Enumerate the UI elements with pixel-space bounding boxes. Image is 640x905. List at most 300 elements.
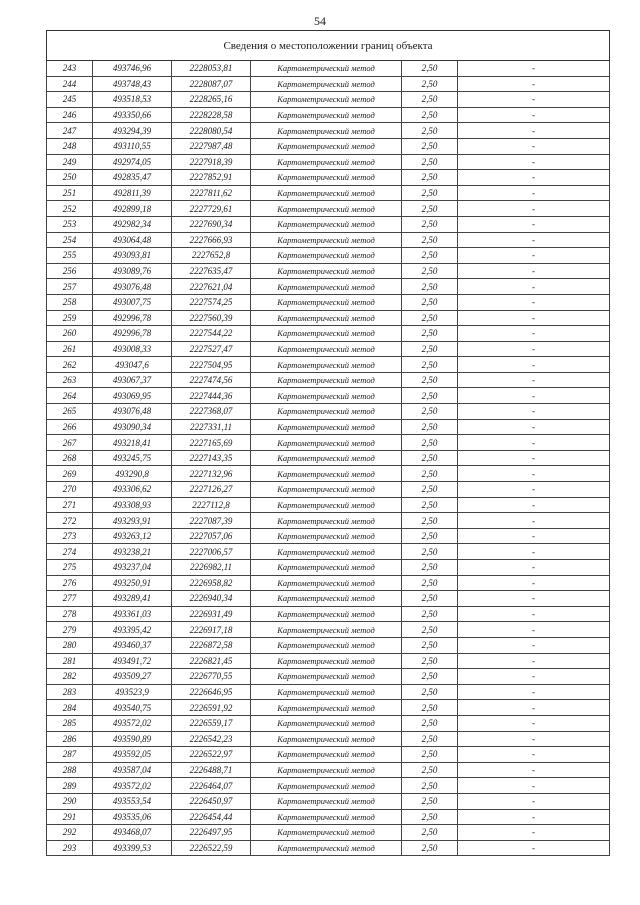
method-cell: Картометрический метод — [251, 185, 402, 201]
point-number-cell: 269 — [47, 466, 93, 482]
note-cell: - — [458, 372, 610, 388]
x-coordinate-cell: 493008,33 — [93, 341, 172, 357]
accuracy-cell: 2,50 — [402, 388, 458, 404]
note-cell: - — [458, 216, 610, 232]
table-row — [47, 840, 610, 856]
point-number-cell: 291 — [47, 809, 93, 825]
x-coordinate-cell: 493509,27 — [93, 669, 172, 685]
accuracy-cell: 2,50 — [402, 482, 458, 498]
point-number-cell: 268 — [47, 450, 93, 466]
point-number-cell: 264 — [47, 388, 93, 404]
accuracy-cell: 2,50 — [402, 216, 458, 232]
accuracy-cell: 2,50 — [402, 653, 458, 669]
y-coordinate-cell: 2227474,56 — [172, 372, 251, 388]
y-coordinate-cell: 2226931,49 — [172, 606, 251, 622]
point-number-cell: 252 — [47, 201, 93, 217]
point-number-cell: 255 — [47, 248, 93, 264]
method-cell: Картометрический метод — [251, 825, 402, 841]
y-coordinate-cell: 2227811,62 — [172, 185, 251, 201]
y-coordinate-cell: 2227112,8 — [172, 497, 251, 513]
accuracy-cell: 2,50 — [402, 123, 458, 139]
point-number-cell: 285 — [47, 715, 93, 731]
method-cell: Картометрический метод — [251, 809, 402, 825]
point-number-cell: 245 — [47, 92, 93, 108]
x-coordinate-cell: 493069,95 — [93, 388, 172, 404]
point-number-cell: 244 — [47, 76, 93, 92]
note-cell: - — [458, 606, 610, 622]
note-cell: - — [458, 544, 610, 560]
x-coordinate-cell: 492899,18 — [93, 201, 172, 217]
y-coordinate-cell: 2227368,07 — [172, 404, 251, 420]
x-coordinate-cell: 493572,02 — [93, 715, 172, 731]
x-coordinate-cell: 493746,96 — [93, 61, 172, 77]
table-row — [47, 107, 610, 123]
note-cell: - — [458, 404, 610, 420]
note-cell: - — [458, 840, 610, 856]
table-row — [47, 372, 610, 388]
table-body — [47, 61, 610, 856]
accuracy-cell: 2,50 — [402, 622, 458, 638]
note-cell: - — [458, 294, 610, 310]
method-cell: Картометрический метод — [251, 684, 402, 700]
y-coordinate-cell: 2227652,8 — [172, 248, 251, 264]
method-cell: Картометрический метод — [251, 466, 402, 482]
method-cell: Картометрический метод — [251, 591, 402, 607]
point-number-cell: 263 — [47, 372, 93, 388]
note-cell: - — [458, 185, 610, 201]
x-coordinate-cell: 493572,02 — [93, 778, 172, 794]
boundary-coordinates-table — [46, 30, 610, 856]
accuracy-cell: 2,50 — [402, 528, 458, 544]
point-number-cell: 265 — [47, 404, 93, 420]
y-coordinate-cell: 2227918,39 — [172, 154, 251, 170]
x-coordinate-cell: 493067,37 — [93, 372, 172, 388]
table-row — [47, 653, 610, 669]
accuracy-cell: 2,50 — [402, 341, 458, 357]
method-cell: Картометрический метод — [251, 107, 402, 123]
method-cell: Картометрический метод — [251, 138, 402, 154]
note-cell: - — [458, 92, 610, 108]
x-coordinate-cell: 493518,53 — [93, 92, 172, 108]
table-row — [47, 76, 610, 92]
accuracy-cell: 2,50 — [402, 700, 458, 716]
method-cell: Картометрический метод — [251, 528, 402, 544]
accuracy-cell: 2,50 — [402, 185, 458, 201]
table-row — [47, 544, 610, 560]
method-cell: Картометрический метод — [251, 715, 402, 731]
note-cell: - — [458, 419, 610, 435]
accuracy-cell: 2,50 — [402, 201, 458, 217]
y-coordinate-cell: 2226821,45 — [172, 653, 251, 669]
note-cell: - — [458, 669, 610, 685]
note-cell: - — [458, 747, 610, 763]
x-coordinate-cell: 493306,62 — [93, 482, 172, 498]
y-coordinate-cell: 2227690,34 — [172, 216, 251, 232]
table-row — [47, 170, 610, 186]
method-cell: Картометрический метод — [251, 778, 402, 794]
accuracy-cell: 2,50 — [402, 357, 458, 373]
y-coordinate-cell: 2228228,58 — [172, 107, 251, 123]
point-number-cell: 293 — [47, 840, 93, 856]
accuracy-cell: 2,50 — [402, 560, 458, 576]
table-row — [47, 404, 610, 420]
point-number-cell: 274 — [47, 544, 93, 560]
table-row — [47, 825, 610, 841]
point-number-cell: 262 — [47, 357, 93, 373]
table-row — [47, 622, 610, 638]
x-coordinate-cell: 492974,05 — [93, 154, 172, 170]
table-row — [47, 138, 610, 154]
point-number-cell: 282 — [47, 669, 93, 685]
method-cell: Картометрический метод — [251, 388, 402, 404]
y-coordinate-cell: 2226872,58 — [172, 637, 251, 653]
note-cell: - — [458, 497, 610, 513]
point-number-cell: 243 — [47, 61, 93, 77]
table-row — [47, 747, 610, 763]
x-coordinate-cell: 493110,55 — [93, 138, 172, 154]
method-cell: Картометрический метод — [251, 263, 402, 279]
x-coordinate-cell: 493294,39 — [93, 123, 172, 139]
x-coordinate-cell: 493399,53 — [93, 840, 172, 856]
accuracy-cell: 2,50 — [402, 107, 458, 123]
note-cell: - — [458, 684, 610, 700]
boundary-table-container — [46, 30, 609, 856]
x-coordinate-cell: 492996,78 — [93, 326, 172, 342]
note-cell: - — [458, 154, 610, 170]
point-number-cell: 266 — [47, 419, 93, 435]
method-cell: Картометрический метод — [251, 482, 402, 498]
method-cell: Картометрический метод — [251, 170, 402, 186]
table-row — [47, 435, 610, 451]
table-row — [47, 793, 610, 809]
x-coordinate-cell: 493748,43 — [93, 76, 172, 92]
y-coordinate-cell: 2227126,27 — [172, 482, 251, 498]
accuracy-cell: 2,50 — [402, 294, 458, 310]
x-coordinate-cell: 493076,48 — [93, 279, 172, 295]
y-coordinate-cell: 2226958,82 — [172, 575, 251, 591]
y-coordinate-cell: 2227057,06 — [172, 528, 251, 544]
accuracy-cell: 2,50 — [402, 513, 458, 529]
note-cell: - — [458, 575, 610, 591]
x-coordinate-cell: 493047,6 — [93, 357, 172, 373]
method-cell: Картометрический метод — [251, 513, 402, 529]
method-cell: Картометрический метод — [251, 840, 402, 856]
y-coordinate-cell: 2227621,04 — [172, 279, 251, 295]
table-row — [47, 715, 610, 731]
table-row — [47, 201, 610, 217]
table-row — [47, 762, 610, 778]
accuracy-cell: 2,50 — [402, 793, 458, 809]
y-coordinate-cell: 2227635,47 — [172, 263, 251, 279]
accuracy-cell: 2,50 — [402, 637, 458, 653]
method-cell: Картометрический метод — [251, 372, 402, 388]
note-cell: - — [458, 809, 610, 825]
note-cell: - — [458, 825, 610, 841]
method-cell: Картометрический метод — [251, 560, 402, 576]
note-cell: - — [458, 357, 610, 373]
x-coordinate-cell: 493290,8 — [93, 466, 172, 482]
table-row — [47, 357, 610, 373]
y-coordinate-cell: 2227444,36 — [172, 388, 251, 404]
table-row — [47, 388, 610, 404]
y-coordinate-cell: 2227852,91 — [172, 170, 251, 186]
note-cell: - — [458, 232, 610, 248]
note-cell: - — [458, 201, 610, 217]
table-row — [47, 294, 610, 310]
table-row — [47, 123, 610, 139]
point-number-cell: 283 — [47, 684, 93, 700]
x-coordinate-cell: 492982,34 — [93, 216, 172, 232]
point-number-cell: 249 — [47, 154, 93, 170]
y-coordinate-cell: 2226591,92 — [172, 700, 251, 716]
x-coordinate-cell: 492996,78 — [93, 310, 172, 326]
method-cell: Картометрический метод — [251, 700, 402, 716]
point-number-cell: 276 — [47, 575, 93, 591]
note-cell: - — [458, 61, 610, 77]
table-row — [47, 778, 610, 794]
table-row — [47, 809, 610, 825]
table-row — [47, 185, 610, 201]
y-coordinate-cell: 2226940,34 — [172, 591, 251, 607]
accuracy-cell: 2,50 — [402, 279, 458, 295]
method-cell: Картометрический метод — [251, 731, 402, 747]
point-number-cell: 260 — [47, 326, 93, 342]
method-cell: Картометрический метод — [251, 154, 402, 170]
y-coordinate-cell: 2227544,22 — [172, 326, 251, 342]
table-row — [47, 528, 610, 544]
y-coordinate-cell: 2227987,48 — [172, 138, 251, 154]
x-coordinate-cell: 493293,91 — [93, 513, 172, 529]
table-row — [47, 310, 610, 326]
accuracy-cell: 2,50 — [402, 76, 458, 92]
point-number-cell: 279 — [47, 622, 93, 638]
accuracy-cell: 2,50 — [402, 170, 458, 186]
method-cell: Картометрический метод — [251, 326, 402, 342]
y-coordinate-cell: 2228087,07 — [172, 76, 251, 92]
point-number-cell: 281 — [47, 653, 93, 669]
note-cell: - — [458, 138, 610, 154]
note-cell: - — [458, 513, 610, 529]
table-row — [47, 560, 610, 576]
table-row — [47, 700, 610, 716]
y-coordinate-cell: 2227087,39 — [172, 513, 251, 529]
y-coordinate-cell: 2227331,11 — [172, 419, 251, 435]
method-cell: Картометрический метод — [251, 357, 402, 373]
y-coordinate-cell: 2228053,81 — [172, 61, 251, 77]
point-number-cell: 250 — [47, 170, 93, 186]
point-number-cell: 247 — [47, 123, 93, 139]
y-coordinate-cell: 2227165,69 — [172, 435, 251, 451]
y-coordinate-cell: 2227504,95 — [172, 357, 251, 373]
method-cell: Картометрический метод — [251, 216, 402, 232]
x-coordinate-cell: 493237,04 — [93, 560, 172, 576]
x-coordinate-cell: 493553,54 — [93, 793, 172, 809]
method-cell: Картометрический метод — [251, 497, 402, 513]
method-cell: Картометрический метод — [251, 669, 402, 685]
table-row — [47, 575, 610, 591]
accuracy-cell: 2,50 — [402, 326, 458, 342]
accuracy-cell: 2,50 — [402, 310, 458, 326]
y-coordinate-cell: 2227006,57 — [172, 544, 251, 560]
point-number-cell: 277 — [47, 591, 93, 607]
method-cell: Картометрический метод — [251, 450, 402, 466]
point-number-cell: 278 — [47, 606, 93, 622]
point-number-cell: 289 — [47, 778, 93, 794]
table-row — [47, 92, 610, 108]
point-number-cell: 257 — [47, 279, 93, 295]
x-coordinate-cell: 493468,07 — [93, 825, 172, 841]
table-row — [47, 684, 610, 700]
y-coordinate-cell: 2226522,59 — [172, 840, 251, 856]
note-cell: - — [458, 622, 610, 638]
accuracy-cell: 2,50 — [402, 61, 458, 77]
point-number-cell: 272 — [47, 513, 93, 529]
table-row — [47, 232, 610, 248]
accuracy-cell: 2,50 — [402, 497, 458, 513]
x-coordinate-cell: 493263,12 — [93, 528, 172, 544]
x-coordinate-cell: 493350,66 — [93, 107, 172, 123]
accuracy-cell: 2,50 — [402, 263, 458, 279]
x-coordinate-cell: 492835,47 — [93, 170, 172, 186]
method-cell: Картометрический метод — [251, 61, 402, 77]
y-coordinate-cell: 2227729,61 — [172, 201, 251, 217]
note-cell: - — [458, 731, 610, 747]
accuracy-cell: 2,50 — [402, 138, 458, 154]
point-number-cell: 270 — [47, 482, 93, 498]
note-cell: - — [458, 637, 610, 653]
table-row — [47, 263, 610, 279]
y-coordinate-cell: 2227143,35 — [172, 450, 251, 466]
method-cell: Картометрический метод — [251, 92, 402, 108]
note-cell: - — [458, 762, 610, 778]
x-coordinate-cell: 493590,89 — [93, 731, 172, 747]
method-cell: Картометрический метод — [251, 762, 402, 778]
table-row — [47, 341, 610, 357]
accuracy-cell: 2,50 — [402, 92, 458, 108]
y-coordinate-cell: 2226450,97 — [172, 793, 251, 809]
point-number-cell: 267 — [47, 435, 93, 451]
note-cell: - — [458, 76, 610, 92]
note-cell: - — [458, 123, 610, 139]
table-row — [47, 216, 610, 232]
y-coordinate-cell: 2226522,97 — [172, 747, 251, 763]
y-coordinate-cell: 2226770,55 — [172, 669, 251, 685]
point-number-cell: 256 — [47, 263, 93, 279]
table-row — [47, 450, 610, 466]
x-coordinate-cell: 493523,9 — [93, 684, 172, 700]
method-cell: Картометрический метод — [251, 793, 402, 809]
y-coordinate-cell: 2227527,47 — [172, 341, 251, 357]
y-coordinate-cell: 2226646,95 — [172, 684, 251, 700]
accuracy-cell: 2,50 — [402, 248, 458, 264]
point-number-cell: 261 — [47, 341, 93, 357]
y-coordinate-cell: 2227574,25 — [172, 294, 251, 310]
method-cell: Картометрический метод — [251, 653, 402, 669]
method-cell: Картометрический метод — [251, 606, 402, 622]
point-number-cell: 284 — [47, 700, 93, 716]
accuracy-cell: 2,50 — [402, 606, 458, 622]
accuracy-cell: 2,50 — [402, 154, 458, 170]
point-number-cell: 271 — [47, 497, 93, 513]
accuracy-cell: 2,50 — [402, 669, 458, 685]
accuracy-cell: 2,50 — [402, 840, 458, 856]
x-coordinate-cell: 493076,48 — [93, 404, 172, 420]
table-row — [47, 637, 610, 653]
x-coordinate-cell: 493491,72 — [93, 653, 172, 669]
x-coordinate-cell: 493308,93 — [93, 497, 172, 513]
y-coordinate-cell: 2226488,71 — [172, 762, 251, 778]
point-number-cell: 273 — [47, 528, 93, 544]
note-cell: - — [458, 388, 610, 404]
x-coordinate-cell: 493093,81 — [93, 248, 172, 264]
point-number-cell: 253 — [47, 216, 93, 232]
note-cell: - — [458, 591, 610, 607]
y-coordinate-cell: 2227560,39 — [172, 310, 251, 326]
accuracy-cell: 2,50 — [402, 466, 458, 482]
accuracy-cell: 2,50 — [402, 450, 458, 466]
method-cell: Картометрический метод — [251, 232, 402, 248]
method-cell: Картометрический метод — [251, 637, 402, 653]
table-row — [47, 513, 610, 529]
y-coordinate-cell: 2226982,11 — [172, 560, 251, 576]
note-cell: - — [458, 700, 610, 716]
note-cell: - — [458, 341, 610, 357]
note-cell: - — [458, 778, 610, 794]
accuracy-cell: 2,50 — [402, 715, 458, 731]
table-row — [47, 591, 610, 607]
method-cell: Картометрический метод — [251, 310, 402, 326]
y-coordinate-cell: 2228265,16 — [172, 92, 251, 108]
y-coordinate-cell: 2226559,17 — [172, 715, 251, 731]
x-coordinate-cell: 493535,06 — [93, 809, 172, 825]
method-cell: Картометрический метод — [251, 544, 402, 560]
point-number-cell: 259 — [47, 310, 93, 326]
point-number-cell: 290 — [47, 793, 93, 809]
accuracy-cell: 2,50 — [402, 544, 458, 560]
note-cell: - — [458, 310, 610, 326]
point-number-cell: 248 — [47, 138, 93, 154]
note-cell: - — [458, 793, 610, 809]
x-coordinate-cell: 493007,75 — [93, 294, 172, 310]
accuracy-cell: 2,50 — [402, 762, 458, 778]
y-coordinate-cell: 2226454,44 — [172, 809, 251, 825]
x-coordinate-cell: 493395,42 — [93, 622, 172, 638]
x-coordinate-cell: 493289,41 — [93, 591, 172, 607]
table-row — [47, 482, 610, 498]
method-cell: Картометрический метод — [251, 341, 402, 357]
y-coordinate-cell: 2226917,18 — [172, 622, 251, 638]
y-coordinate-cell: 2226464,07 — [172, 778, 251, 794]
x-coordinate-cell: 493587,04 — [93, 762, 172, 778]
accuracy-cell: 2,50 — [402, 232, 458, 248]
note-cell: - — [458, 326, 610, 342]
table-row — [47, 279, 610, 295]
accuracy-cell: 2,50 — [402, 809, 458, 825]
point-number-cell: 288 — [47, 762, 93, 778]
note-cell: - — [458, 263, 610, 279]
table-row — [47, 248, 610, 264]
method-cell: Картометрический метод — [251, 747, 402, 763]
method-cell: Картометрический метод — [251, 419, 402, 435]
method-cell: Картометрический метод — [251, 76, 402, 92]
accuracy-cell: 2,50 — [402, 435, 458, 451]
page-number: 54 — [314, 14, 326, 28]
accuracy-cell: 2,50 — [402, 591, 458, 607]
x-coordinate-cell: 493238,21 — [93, 544, 172, 560]
table-row — [47, 606, 610, 622]
x-coordinate-cell: 492811,39 — [93, 185, 172, 201]
note-cell: - — [458, 715, 610, 731]
